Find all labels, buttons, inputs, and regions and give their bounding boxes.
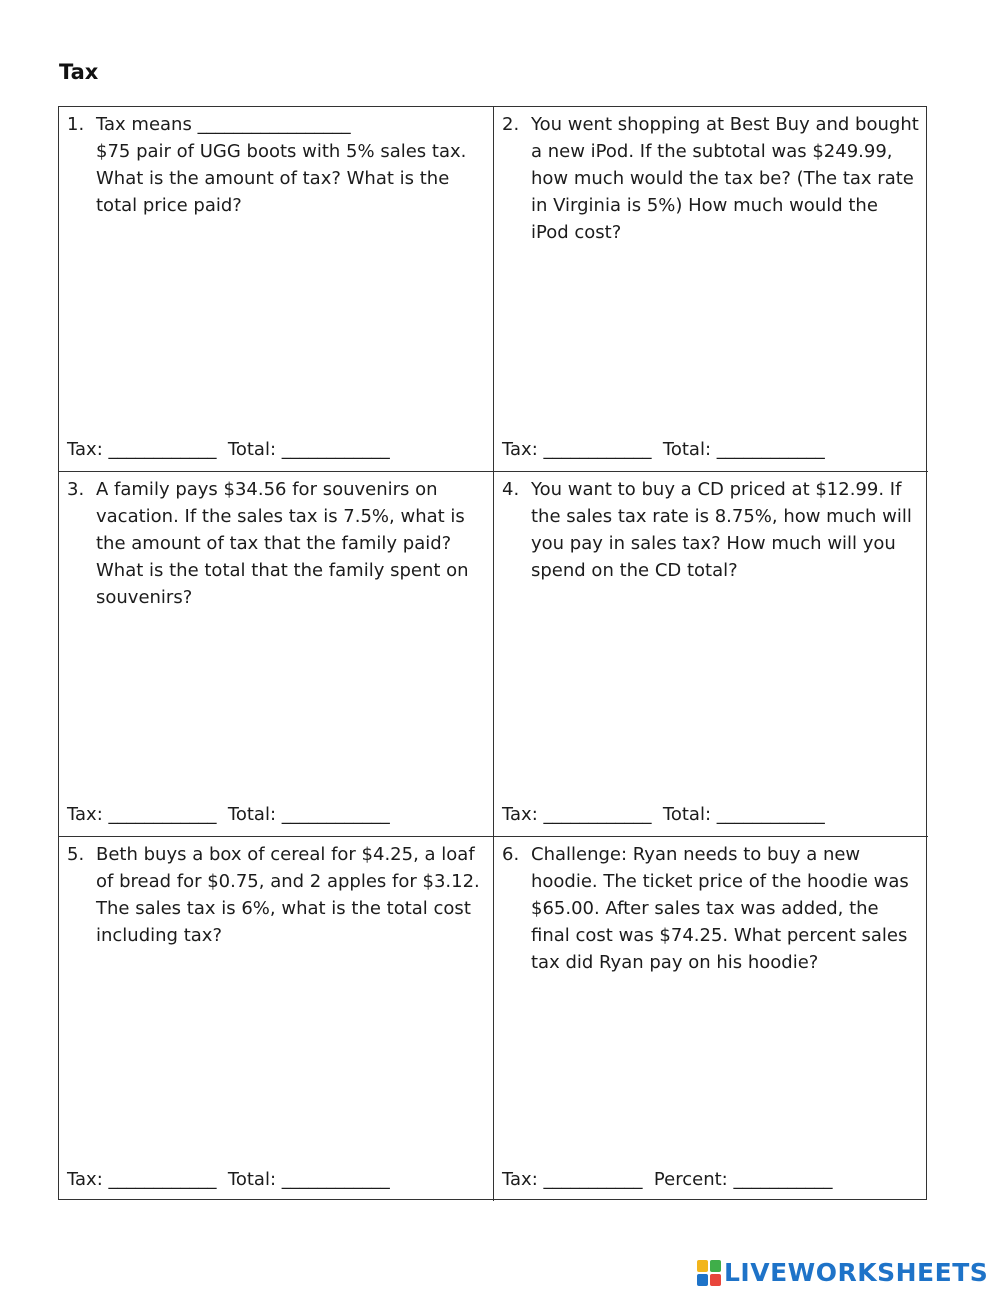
problem-number: 2. bbox=[502, 114, 520, 135]
problem-text: Tax means _________________ $75 pair of UGG boots with 5% sales tax. What is the amount of tax? What is the total price paid? bbox=[96, 114, 467, 216]
problem-cell-5 bbox=[59, 837, 494, 1201]
logo-text: LIVEWORKSHEETS bbox=[724, 1258, 989, 1287]
problem-cell-6 bbox=[494, 837, 928, 1201]
answer-line[interactable]: Tax: ____________ Total: ____________ bbox=[67, 804, 390, 825]
answer-line[interactable]: Tax: ____________ Total: ____________ bbox=[67, 1169, 390, 1190]
problem-number: 1. bbox=[67, 114, 85, 135]
answer-line[interactable]: Tax: ____________ Total: ____________ bbox=[502, 439, 825, 460]
problem-number: 3. bbox=[67, 479, 85, 500]
problem-text: A family pays $34.56 for souvenirs on vacation. If the sales tax is 7.5%, what is the amount of tax that the family paid? What is the total that the family spent on souvenirs? bbox=[96, 479, 469, 608]
problem-number: 4. bbox=[502, 479, 520, 500]
answer-line[interactable]: Tax: ____________ Total: ____________ bbox=[502, 804, 825, 825]
logo-mark-block bbox=[710, 1274, 721, 1286]
problem-text: You went shopping at Best Buy and bought a new iPod. If the subtotal was $249.99, how much would the tax be? (The tax rate in Virginia is 5%) How much would the iPod cost? bbox=[531, 114, 919, 243]
problem-number: 5. bbox=[67, 844, 85, 865]
logo-mark-block bbox=[697, 1274, 708, 1286]
answer-line[interactable]: Tax: ___________ Percent: ___________ bbox=[502, 1169, 833, 1190]
problem-cell-3 bbox=[59, 472, 494, 837]
problem-grid bbox=[58, 106, 927, 1200]
problem-text: Challenge: Ryan needs to buy a new hoodie. The ticket price of the hoodie was $65.00. After sales tax was added, the final cost was $74.25. What percent sales tax did Ryan pay on his hoodie? bbox=[531, 844, 909, 973]
logo-mark-block bbox=[697, 1260, 708, 1272]
problem-number: 6. bbox=[502, 844, 520, 865]
page-title: Tax bbox=[59, 60, 99, 84]
logo-mark-block bbox=[710, 1260, 721, 1272]
problem-cell-1 bbox=[59, 107, 494, 472]
answer-line[interactable]: Tax: ____________ Total: ____________ bbox=[67, 439, 390, 460]
problem-text: You want to buy a CD priced at $12.99. If the sales tax rate is 8.75%, how much will you pay in sales tax? How much will you spend on the CD total? bbox=[531, 479, 912, 581]
problem-cell-2 bbox=[494, 107, 928, 472]
logo-mark-icon bbox=[697, 1260, 721, 1286]
liveworksheets-logo bbox=[697, 1258, 988, 1287]
problem-text: Beth buys a box of cereal for $4.25, a loaf of bread for $0.75, and 2 apples for $3.12. The sales tax is 6%, what is the total cost including tax? bbox=[96, 844, 480, 946]
problem-cell-4 bbox=[494, 472, 928, 837]
